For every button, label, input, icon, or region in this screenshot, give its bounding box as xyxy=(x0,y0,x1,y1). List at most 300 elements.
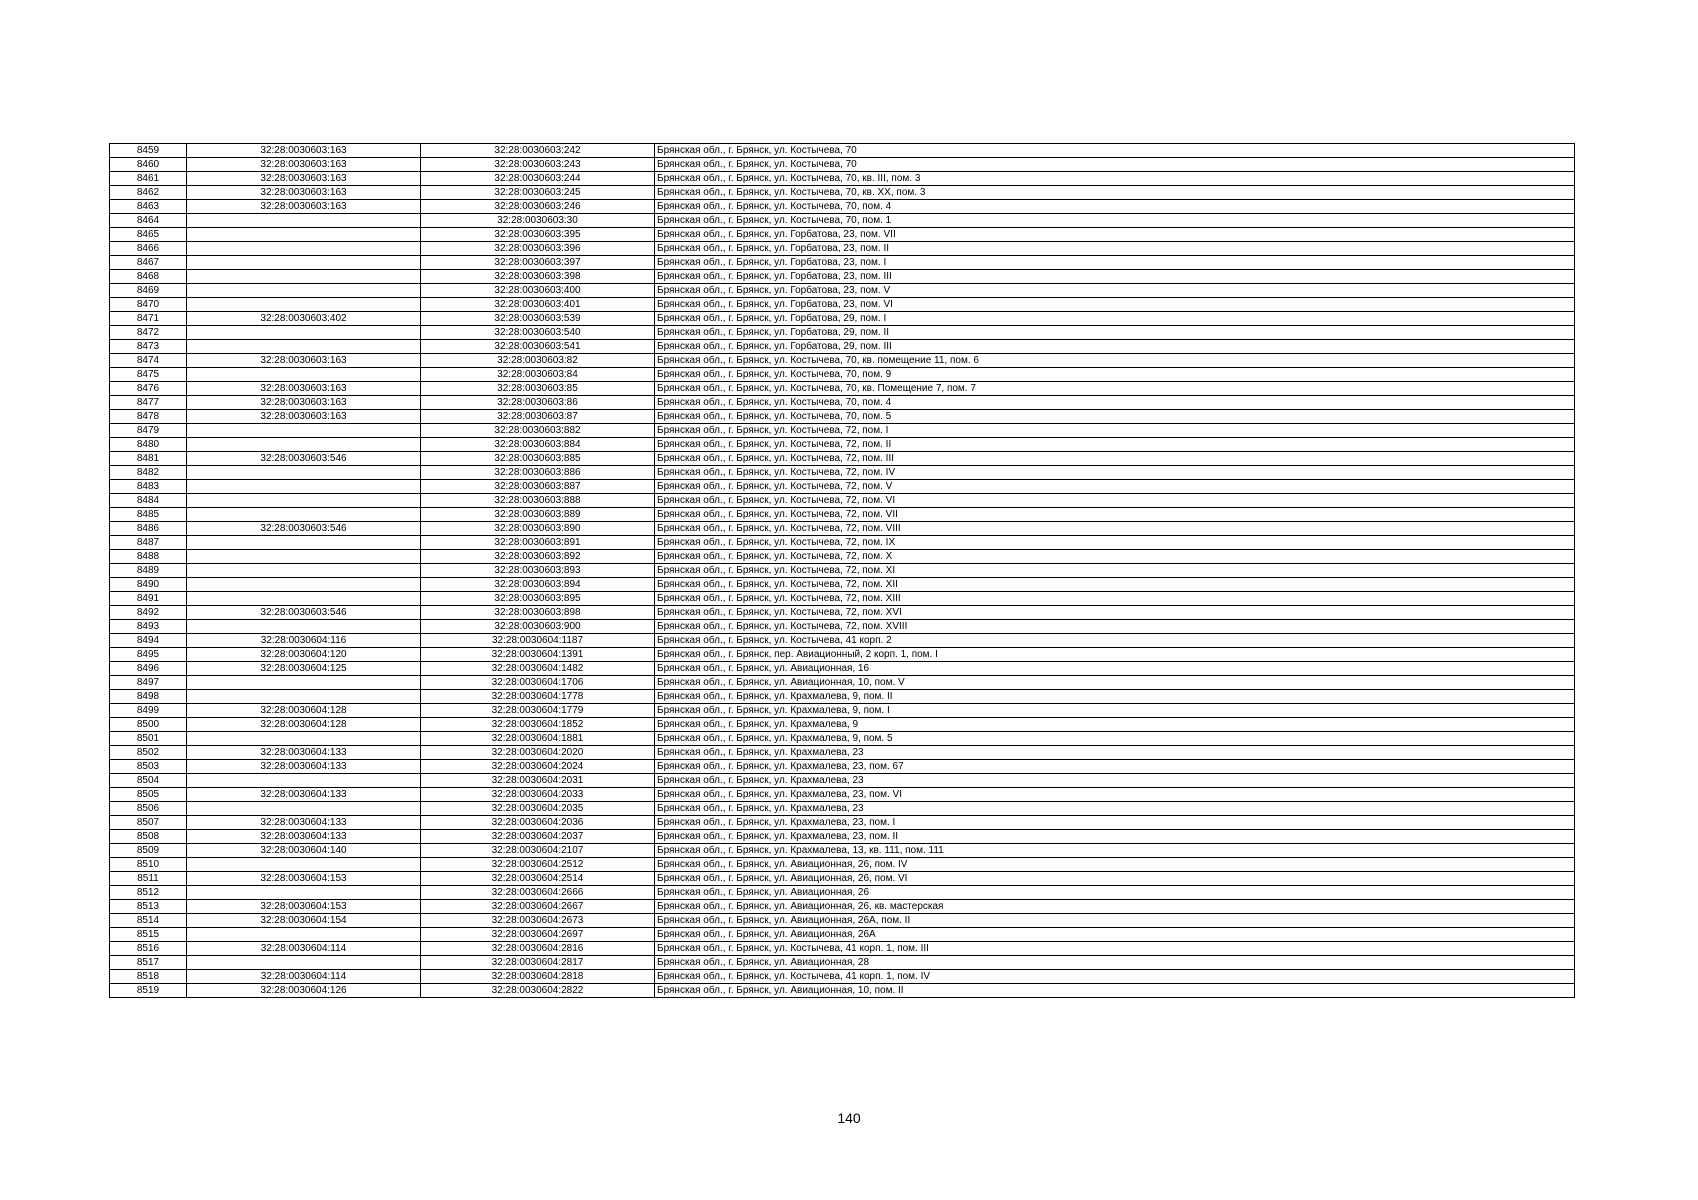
parent-cadastral-number-cell xyxy=(187,690,421,704)
cadastral-number-cell: 32:28:0030603:882 xyxy=(421,424,655,438)
table-row xyxy=(110,396,1575,410)
cadastral-number-cell: 32:28:0030603:887 xyxy=(421,480,655,494)
cadastral-number-cell: 32:28:0030603:888 xyxy=(421,494,655,508)
table-row xyxy=(110,214,1575,228)
table-row xyxy=(110,830,1575,844)
parent-cadastral-number-cell xyxy=(187,536,421,550)
parent-cadastral-number-cell: 32:28:0030604:133 xyxy=(187,760,421,774)
cadastral-number-cell: 32:28:0030604:1779 xyxy=(421,704,655,718)
cadastral-number-cell: 32:28:0030604:2020 xyxy=(421,746,655,760)
cadastral-number-cell: 32:28:0030604:2673 xyxy=(421,914,655,928)
cadastral-number-cell: 32:28:0030604:2037 xyxy=(421,830,655,844)
table-row xyxy=(110,634,1575,648)
table-row xyxy=(110,466,1575,480)
parent-cadastral-number-cell xyxy=(187,480,421,494)
row-number-cell: 8497 xyxy=(110,676,187,690)
row-number-cell: 8472 xyxy=(110,326,187,340)
cadastral-number-cell: 32:28:0030603:893 xyxy=(421,564,655,578)
cadastral-number-cell: 32:28:0030603:895 xyxy=(421,592,655,606)
address-cell: Брянская обл., г. Брянск, ул. Горбатова, 23, пом. II xyxy=(655,242,1575,256)
address-cell: Брянская обл., г. Брянск, ул. Костычева, 41 корп. 1, пом. III xyxy=(655,942,1575,956)
row-number-cell: 8500 xyxy=(110,718,187,732)
table-row xyxy=(110,494,1575,508)
parent-cadastral-number-cell: 32:28:0030604:140 xyxy=(187,844,421,858)
table-row xyxy=(110,788,1575,802)
table-row xyxy=(110,270,1575,284)
parent-cadastral-number-cell xyxy=(187,326,421,340)
parent-cadastral-number-cell xyxy=(187,564,421,578)
parent-cadastral-number-cell: 32:28:0030604:153 xyxy=(187,872,421,886)
row-number-cell: 8466 xyxy=(110,242,187,256)
row-number-cell: 8507 xyxy=(110,816,187,830)
address-cell: Брянская обл., г. Брянск, ул. Костычева, 72, пом. XIII xyxy=(655,592,1575,606)
row-number-cell: 8492 xyxy=(110,606,187,620)
parent-cadastral-number-cell xyxy=(187,228,421,242)
table-row xyxy=(110,536,1575,550)
parent-cadastral-number-cell: 32:28:0030603:163 xyxy=(187,396,421,410)
table-row xyxy=(110,718,1575,732)
address-cell: Брянская обл., г. Брянск, ул. Костычева, 72, пом. IV xyxy=(655,466,1575,480)
page-number: 140 xyxy=(837,1110,861,1126)
registry-table xyxy=(109,143,1575,998)
table-row xyxy=(110,312,1575,326)
parent-cadastral-number-cell: 32:28:0030604:126 xyxy=(187,984,421,998)
parent-cadastral-number-cell xyxy=(187,928,421,942)
cadastral-number-cell: 32:28:0030603:87 xyxy=(421,410,655,424)
address-cell: Брянская обл., г. Брянск, ул. Авиационная, 26, пом. VI xyxy=(655,872,1575,886)
row-number-cell: 8514 xyxy=(110,914,187,928)
table-row xyxy=(110,242,1575,256)
parent-cadastral-number-cell: 32:28:0030603:546 xyxy=(187,606,421,620)
address-cell: Брянская обл., г. Брянск, ул. Костычева, 70, кв. помещение 11, пом. 6 xyxy=(655,354,1575,368)
table-row xyxy=(110,186,1575,200)
cadastral-number-cell: 32:28:0030603:884 xyxy=(421,438,655,452)
table-row xyxy=(110,200,1575,214)
address-cell: Брянская обл., г. Брянск, ул. Горбатова, 23, пом. V xyxy=(655,284,1575,298)
address-cell: Брянская обл., г. Брянск, ул. Горбатова, 29, пом. III xyxy=(655,340,1575,354)
row-number-cell: 8481 xyxy=(110,452,187,466)
address-cell: Брянская обл., г. Брянск, ул. Костычева, 70, кв. Помещение 7, пом. 7 xyxy=(655,382,1575,396)
parent-cadastral-number-cell: 32:28:0030603:163 xyxy=(187,158,421,172)
parent-cadastral-number-cell: 32:28:0030604:116 xyxy=(187,634,421,648)
cadastral-number-cell: 32:28:0030604:2666 xyxy=(421,886,655,900)
table-row xyxy=(110,550,1575,564)
table-row xyxy=(110,914,1575,928)
table-row xyxy=(110,508,1575,522)
parent-cadastral-number-cell: 32:28:0030603:163 xyxy=(187,144,421,158)
table-row xyxy=(110,564,1575,578)
address-cell: Брянская обл., г. Брянск, ул. Костычева, 72, пом. IX xyxy=(655,536,1575,550)
address-cell: Брянская обл., г. Брянск, ул. Авиационная, 26А, пом. II xyxy=(655,914,1575,928)
row-number-cell: 8460 xyxy=(110,158,187,172)
row-number-cell: 8518 xyxy=(110,970,187,984)
parent-cadastral-number-cell: 32:28:0030603:546 xyxy=(187,452,421,466)
table-row xyxy=(110,816,1575,830)
table-row xyxy=(110,298,1575,312)
cadastral-number-cell: 32:28:0030603:86 xyxy=(421,396,655,410)
row-number-cell: 8473 xyxy=(110,340,187,354)
row-number-cell: 8476 xyxy=(110,382,187,396)
cadastral-number-cell: 32:28:0030604:2512 xyxy=(421,858,655,872)
address-cell: Брянская обл., г. Брянск, ул. Авиационная, 26, кв. мастерская xyxy=(655,900,1575,914)
row-number-cell: 8478 xyxy=(110,410,187,424)
cadastral-number-cell: 32:28:0030604:2107 xyxy=(421,844,655,858)
address-cell: Брянская обл., г. Брянск, ул. Горбатова, 29, пом. II xyxy=(655,326,1575,340)
parent-cadastral-number-cell: 32:28:0030604:133 xyxy=(187,830,421,844)
table-row xyxy=(110,704,1575,718)
row-number-cell: 8519 xyxy=(110,984,187,998)
row-number-cell: 8495 xyxy=(110,648,187,662)
table-row xyxy=(110,662,1575,676)
row-number-cell: 8498 xyxy=(110,690,187,704)
address-cell: Брянская обл., г. Брянск, ул. Костычева, 72, пом. XVIII xyxy=(655,620,1575,634)
table-row xyxy=(110,606,1575,620)
row-number-cell: 8482 xyxy=(110,466,187,480)
parent-cadastral-number-cell: 32:28:0030603:163 xyxy=(187,172,421,186)
parent-cadastral-number-cell xyxy=(187,494,421,508)
table-row xyxy=(110,970,1575,984)
row-number-cell: 8463 xyxy=(110,200,187,214)
table-row xyxy=(110,340,1575,354)
parent-cadastral-number-cell: 32:28:0030603:546 xyxy=(187,522,421,536)
table-row xyxy=(110,158,1575,172)
parent-cadastral-number-cell: 32:28:0030604:133 xyxy=(187,788,421,802)
table-row xyxy=(110,438,1575,452)
table-row xyxy=(110,382,1575,396)
cadastral-number-cell: 32:28:0030604:1778 xyxy=(421,690,655,704)
cadastral-number-cell: 32:28:0030604:2024 xyxy=(421,760,655,774)
cadastral-number-cell: 32:28:0030603:892 xyxy=(421,550,655,564)
row-number-cell: 8504 xyxy=(110,774,187,788)
address-cell: Брянская обл., г. Брянск, ул. Костычева, 70, пом. 9 xyxy=(655,368,1575,382)
cadastral-number-cell: 32:28:0030603:890 xyxy=(421,522,655,536)
parent-cadastral-number-cell xyxy=(187,284,421,298)
address-cell: Брянская обл., г. Брянск, ул. Авиационная, 26А xyxy=(655,928,1575,942)
table-row xyxy=(110,578,1575,592)
address-cell: Брянская обл., г. Брянск, ул. Костычева, 72, пом. X xyxy=(655,550,1575,564)
cadastral-number-cell: 32:28:0030603:245 xyxy=(421,186,655,200)
parent-cadastral-number-cell xyxy=(187,956,421,970)
cadastral-number-cell: 32:28:0030603:900 xyxy=(421,620,655,634)
parent-cadastral-number-cell: 32:28:0030604:154 xyxy=(187,914,421,928)
table-row xyxy=(110,872,1575,886)
cadastral-number-cell: 32:28:0030603:401 xyxy=(421,298,655,312)
row-number-cell: 8511 xyxy=(110,872,187,886)
cadastral-number-cell: 32:28:0030603:891 xyxy=(421,536,655,550)
cadastral-number-cell: 32:28:0030603:30 xyxy=(421,214,655,228)
table-row xyxy=(110,984,1575,998)
parent-cadastral-number-cell xyxy=(187,886,421,900)
cadastral-number-cell: 32:28:0030604:1852 xyxy=(421,718,655,732)
table-row xyxy=(110,326,1575,340)
row-number-cell: 8517 xyxy=(110,956,187,970)
cadastral-number-cell: 32:28:0030604:1391 xyxy=(421,648,655,662)
address-cell: Брянская обл., г. Брянск, пер. Авиационный, 2 корп. 1, пом. I xyxy=(655,648,1575,662)
parent-cadastral-number-cell xyxy=(187,620,421,634)
row-number-cell: 8470 xyxy=(110,298,187,312)
cadastral-number-cell: 32:28:0030603:243 xyxy=(421,158,655,172)
row-number-cell: 8465 xyxy=(110,228,187,242)
table-row xyxy=(110,732,1575,746)
table-row xyxy=(110,900,1575,914)
row-number-cell: 8487 xyxy=(110,536,187,550)
cadastral-number-cell: 32:28:0030604:1482 xyxy=(421,662,655,676)
address-cell: Брянская обл., г. Брянск, ул. Авиационная, 28 xyxy=(655,956,1575,970)
table-row xyxy=(110,928,1575,942)
row-number-cell: 8505 xyxy=(110,788,187,802)
row-number-cell: 8484 xyxy=(110,494,187,508)
cadastral-number-cell: 32:28:0030603:85 xyxy=(421,382,655,396)
address-cell: Брянская обл., г. Брянск, ул. Костычева, 72, пом. XI xyxy=(655,564,1575,578)
parent-cadastral-number-cell: 32:28:0030603:163 xyxy=(187,200,421,214)
row-number-cell: 8494 xyxy=(110,634,187,648)
cadastral-number-cell: 32:28:0030604:2036 xyxy=(421,816,655,830)
cadastral-number-cell: 32:28:0030604:1187 xyxy=(421,634,655,648)
cadastral-number-cell: 32:28:0030603:84 xyxy=(421,368,655,382)
table-row xyxy=(110,690,1575,704)
address-cell: Брянская обл., г. Брянск, ул. Горбатова, 23, пом. III xyxy=(655,270,1575,284)
address-cell: Брянская обл., г. Брянск, ул. Горбатова, 23, пом. VI xyxy=(655,298,1575,312)
cadastral-number-cell: 32:28:0030604:2033 xyxy=(421,788,655,802)
address-cell: Брянская обл., г. Брянск, ул. Костычева, 72, пом. VII xyxy=(655,508,1575,522)
row-number-cell: 8508 xyxy=(110,830,187,844)
row-number-cell: 8480 xyxy=(110,438,187,452)
address-cell: Брянская обл., г. Брянск, ул. Крахмалева, 23 xyxy=(655,746,1575,760)
cadastral-number-cell: 32:28:0030603:398 xyxy=(421,270,655,284)
address-cell: Брянская обл., г. Брянск, ул. Костычева, 72, пом. VI xyxy=(655,494,1575,508)
cadastral-number-cell: 32:28:0030604:1706 xyxy=(421,676,655,690)
parent-cadastral-number-cell xyxy=(187,508,421,522)
parent-cadastral-number-cell: 32:28:0030603:163 xyxy=(187,186,421,200)
address-cell: Брянская обл., г. Брянск, ул. Костычева, 72, пом. II xyxy=(655,438,1575,452)
parent-cadastral-number-cell: 32:28:0030604:133 xyxy=(187,816,421,830)
address-cell: Брянская обл., г. Брянск, ул. Горбатова, 23, пом. VII xyxy=(655,228,1575,242)
address-cell: Брянская обл., г. Брянск, ул. Крахмалева, 23, пом. 67 xyxy=(655,760,1575,774)
row-number-cell: 8491 xyxy=(110,592,187,606)
parent-cadastral-number-cell xyxy=(187,466,421,480)
row-number-cell: 8510 xyxy=(110,858,187,872)
table-row xyxy=(110,858,1575,872)
address-cell: Брянская обл., г. Брянск, ул. Костычева, 72, пом. III xyxy=(655,452,1575,466)
table-row xyxy=(110,410,1575,424)
parent-cadastral-number-cell: 32:28:0030604:128 xyxy=(187,704,421,718)
table-row xyxy=(110,774,1575,788)
address-cell: Брянская обл., г. Брянск, ул. Авиационная, 26 xyxy=(655,886,1575,900)
address-cell: Брянская обл., г. Брянск, ул. Крахмалева, 9, пом. II xyxy=(655,690,1575,704)
row-number-cell: 8503 xyxy=(110,760,187,774)
row-number-cell: 8486 xyxy=(110,522,187,536)
table-row xyxy=(110,942,1575,956)
address-cell: Брянская обл., г. Брянск, ул. Крахмалева, 9 xyxy=(655,718,1575,732)
parent-cadastral-number-cell: 32:28:0030604:125 xyxy=(187,662,421,676)
registry-body xyxy=(110,144,1575,998)
table-row xyxy=(110,760,1575,774)
address-cell: Брянская обл., г. Брянск, ул. Крахмалева, 23, пом. VI xyxy=(655,788,1575,802)
cadastral-number-cell: 32:28:0030604:2816 xyxy=(421,942,655,956)
row-number-cell: 8493 xyxy=(110,620,187,634)
parent-cadastral-number-cell: 32:28:0030604:114 xyxy=(187,942,421,956)
table-row xyxy=(110,648,1575,662)
parent-cadastral-number-cell: 32:28:0030604:133 xyxy=(187,746,421,760)
table-row xyxy=(110,746,1575,760)
cadastral-number-cell: 32:28:0030603:541 xyxy=(421,340,655,354)
address-cell: Брянская обл., г. Брянск, ул. Крахмалева, 23 xyxy=(655,802,1575,816)
parent-cadastral-number-cell xyxy=(187,340,421,354)
cadastral-number-cell: 32:28:0030603:539 xyxy=(421,312,655,326)
row-number-cell: 8485 xyxy=(110,508,187,522)
parent-cadastral-number-cell xyxy=(187,774,421,788)
parent-cadastral-number-cell xyxy=(187,424,421,438)
row-number-cell: 8515 xyxy=(110,928,187,942)
row-number-cell: 8459 xyxy=(110,144,187,158)
row-number-cell: 8462 xyxy=(110,186,187,200)
table-row xyxy=(110,424,1575,438)
row-number-cell: 8509 xyxy=(110,844,187,858)
address-cell: Брянская обл., г. Брянск, ул. Крахмалева, 9, пом. 5 xyxy=(655,732,1575,746)
parent-cadastral-number-cell: 32:28:0030604:153 xyxy=(187,900,421,914)
row-number-cell: 8490 xyxy=(110,578,187,592)
address-cell: Брянская обл., г. Брянск, ул. Авиационная, 10, пом. V xyxy=(655,676,1575,690)
parent-cadastral-number-cell xyxy=(187,732,421,746)
address-cell: Брянская обл., г. Брянск, ул. Авиационная, 10, пом. II xyxy=(655,984,1575,998)
row-number-cell: 8501 xyxy=(110,732,187,746)
row-number-cell: 8489 xyxy=(110,564,187,578)
cadastral-number-cell: 32:28:0030603:894 xyxy=(421,578,655,592)
row-number-cell: 8483 xyxy=(110,480,187,494)
table-row xyxy=(110,354,1575,368)
parent-cadastral-number-cell xyxy=(187,802,421,816)
table-row xyxy=(110,452,1575,466)
table-row xyxy=(110,844,1575,858)
table-row xyxy=(110,886,1575,900)
row-number-cell: 8506 xyxy=(110,802,187,816)
cadastral-number-cell: 32:28:0030603:400 xyxy=(421,284,655,298)
parent-cadastral-number-cell xyxy=(187,256,421,270)
row-number-cell: 8467 xyxy=(110,256,187,270)
table-row xyxy=(110,802,1575,816)
row-number-cell: 8502 xyxy=(110,746,187,760)
address-cell: Брянская обл., г. Брянск, ул. Костычева, 70, пом. 5 xyxy=(655,410,1575,424)
cadastral-number-cell: 32:28:0030604:2514 xyxy=(421,872,655,886)
cadastral-number-cell: 32:28:0030603:540 xyxy=(421,326,655,340)
parent-cadastral-number-cell: 32:28:0030604:114 xyxy=(187,970,421,984)
table-row xyxy=(110,956,1575,970)
table-row xyxy=(110,228,1575,242)
row-number-cell: 8488 xyxy=(110,550,187,564)
cadastral-number-cell: 32:28:0030604:1881 xyxy=(421,732,655,746)
row-number-cell: 8468 xyxy=(110,270,187,284)
address-cell: Брянская обл., г. Брянск, ул. Костычева, 41 корп. 1, пом. IV xyxy=(655,970,1575,984)
table-row xyxy=(110,592,1575,606)
cadastral-number-cell: 32:28:0030603:395 xyxy=(421,228,655,242)
address-cell: Брянская обл., г. Брянск, ул. Костычева, 72, пом. XVI xyxy=(655,606,1575,620)
address-cell: Брянская обл., г. Брянск, ул. Костычева, 70, кв. XX, пом. 3 xyxy=(655,186,1575,200)
cadastral-number-cell: 32:28:0030603:886 xyxy=(421,466,655,480)
row-number-cell: 8499 xyxy=(110,704,187,718)
parent-cadastral-number-cell: 32:28:0030604:120 xyxy=(187,648,421,662)
parent-cadastral-number-cell: 32:28:0030604:128 xyxy=(187,718,421,732)
parent-cadastral-number-cell: 32:28:0030603:163 xyxy=(187,382,421,396)
address-cell: Брянская обл., г. Брянск, ул. Костычева, 72, пом. VIII xyxy=(655,522,1575,536)
parent-cadastral-number-cell xyxy=(187,214,421,228)
cadastral-number-cell: 32:28:0030603:82 xyxy=(421,354,655,368)
cadastral-number-cell: 32:28:0030603:889 xyxy=(421,508,655,522)
address-cell: Брянская обл., г. Брянск, ул. Авиационная, 26, пом. IV xyxy=(655,858,1575,872)
row-number-cell: 8479 xyxy=(110,424,187,438)
cadastral-number-cell: 32:28:0030603:244 xyxy=(421,172,655,186)
parent-cadastral-number-cell xyxy=(187,578,421,592)
cadastral-number-cell: 32:28:0030603:397 xyxy=(421,256,655,270)
row-number-cell: 8513 xyxy=(110,900,187,914)
table-row xyxy=(110,480,1575,494)
parent-cadastral-number-cell xyxy=(187,550,421,564)
table-row xyxy=(110,676,1575,690)
address-cell: Брянская обл., г. Брянск, ул. Крахмалева, 13, кв. 111, пом. 111 xyxy=(655,844,1575,858)
address-cell: Брянская обл., г. Брянск, ул. Костычева, 70, пом. 4 xyxy=(655,200,1575,214)
row-number-cell: 8469 xyxy=(110,284,187,298)
parent-cadastral-number-cell xyxy=(187,858,421,872)
address-cell: Брянская обл., г. Брянск, ул. Крахмалева, 23 xyxy=(655,774,1575,788)
row-number-cell: 8464 xyxy=(110,214,187,228)
cadastral-number-cell: 32:28:0030603:396 xyxy=(421,242,655,256)
cadastral-number-cell: 32:28:0030603:898 xyxy=(421,606,655,620)
parent-cadastral-number-cell xyxy=(187,438,421,452)
row-number-cell: 8474 xyxy=(110,354,187,368)
cadastral-number-cell: 32:28:0030603:885 xyxy=(421,452,655,466)
address-cell: Брянская обл., г. Брянск, ул. Костычева, 72, пом. XII xyxy=(655,578,1575,592)
address-cell: Брянская обл., г. Брянск, ул. Крахмалева, 23, пом. I xyxy=(655,816,1575,830)
parent-cadastral-number-cell: 32:28:0030603:163 xyxy=(187,410,421,424)
cadastral-number-cell: 32:28:0030604:2667 xyxy=(421,900,655,914)
cadastral-number-cell: 32:28:0030604:2035 xyxy=(421,802,655,816)
table-row xyxy=(110,256,1575,270)
address-cell: Брянская обл., г. Брянск, ул. Костычева, 70, кв. III, пом. 3 xyxy=(655,172,1575,186)
row-number-cell: 8477 xyxy=(110,396,187,410)
table-row xyxy=(110,172,1575,186)
table-row xyxy=(110,284,1575,298)
cadastral-number-cell: 32:28:0030604:2697 xyxy=(421,928,655,942)
address-cell: Брянская обл., г. Брянск, ул. Крахмалева, 23, пом. II xyxy=(655,830,1575,844)
address-cell: Брянская обл., г. Брянск, ул. Костычева, 70 xyxy=(655,158,1575,172)
parent-cadastral-number-cell: 32:28:0030603:163 xyxy=(187,354,421,368)
address-cell: Брянская обл., г. Брянск, ул. Авиационная, 16 xyxy=(655,662,1575,676)
parent-cadastral-number-cell xyxy=(187,592,421,606)
row-number-cell: 8512 xyxy=(110,886,187,900)
address-cell: Брянская обл., г. Брянск, ул. Костычева, 41 корп. 2 xyxy=(655,634,1575,648)
address-cell: Брянская обл., г. Брянск, ул. Горбатова, 29, пом. I xyxy=(655,312,1575,326)
cadastral-number-cell: 32:28:0030604:2822 xyxy=(421,984,655,998)
row-number-cell: 8471 xyxy=(110,312,187,326)
parent-cadastral-number-cell xyxy=(187,298,421,312)
cadastral-number-cell: 32:28:0030604:2817 xyxy=(421,956,655,970)
parent-cadastral-number-cell: 32:28:0030603:402 xyxy=(187,312,421,326)
address-cell: Брянская обл., г. Брянск, ул. Горбатова, 23, пом. I xyxy=(655,256,1575,270)
address-cell: Брянская обл., г. Брянск, ул. Костычева, 72, пом. V xyxy=(655,480,1575,494)
address-cell: Брянская обл., г. Брянск, ул. Костычева, 72, пом. I xyxy=(655,424,1575,438)
address-cell: Брянская обл., г. Брянск, ул. Костычева, 70 xyxy=(655,144,1575,158)
address-cell: Брянская обл., г. Брянск, ул. Крахмалева, 9, пом. I xyxy=(655,704,1575,718)
cadastral-number-cell: 32:28:0030603:246 xyxy=(421,200,655,214)
row-number-cell: 8516 xyxy=(110,942,187,956)
cadastral-number-cell: 32:28:0030603:242 xyxy=(421,144,655,158)
cadastral-number-cell: 32:28:0030604:2818 xyxy=(421,970,655,984)
parent-cadastral-number-cell xyxy=(187,270,421,284)
address-cell: Брянская обл., г. Брянск, ул. Костычева, 70, пом. 1 xyxy=(655,214,1575,228)
row-number-cell: 8475 xyxy=(110,368,187,382)
table-row xyxy=(110,144,1575,158)
table-row xyxy=(110,522,1575,536)
address-cell: Брянская обл., г. Брянск, ул. Костычева, 70, пом. 4 xyxy=(655,396,1575,410)
